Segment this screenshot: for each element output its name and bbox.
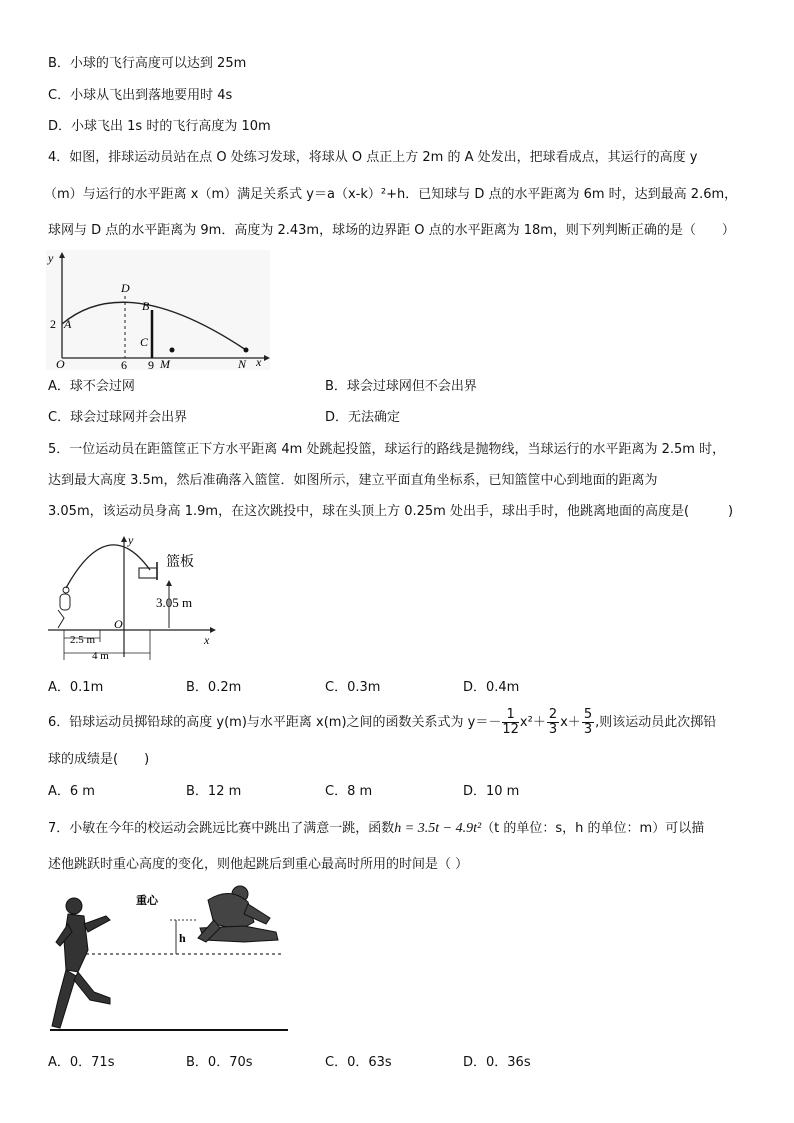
q6-stem-mid1: x²＋ bbox=[519, 715, 546, 730]
q6-frac2-den: 3 bbox=[548, 722, 558, 737]
q5-option-a: A．0.1m bbox=[48, 680, 104, 695]
q6-frac1-den: 12 bbox=[502, 722, 519, 737]
q5-fig-y: y bbox=[128, 533, 134, 547]
q7-stem-line1 bbox=[48, 820, 704, 838]
q4-stem-line2: （m）与运行的水平距离 x（m）满足关系式 y＝a（x-k）²+h．已知球与 D 点的水平距离为 6m 时，达到最高 2.6m， bbox=[44, 187, 738, 202]
q5-fig-dist2: 4 m bbox=[92, 650, 109, 662]
q6-fraction-3 bbox=[582, 708, 594, 737]
q5-stem-line2: 达到最大高度 3.5m，然后准确落入篮筐．如图所示，建立平面直角坐标系，已知篮筐中心到地面的距离为 bbox=[48, 473, 658, 488]
q6-frac3-den: 3 bbox=[583, 722, 593, 737]
q5-stem-line3: 3.05m，该运动员身高 1.9m，在这次跳投中，球在头顶上方 0.25m 处出手，球出手时，他跳离地面的高度是( ) bbox=[48, 504, 734, 519]
q4-fig-6: 6 bbox=[121, 358, 127, 370]
q3-option-b: B．小球的飞行高度可以达到 25m bbox=[48, 56, 247, 71]
q5-fig-height: 3.05 m bbox=[156, 595, 193, 610]
q5-stem-line1: 5．一位运动员在距篮筐正下方水平距离 4m 处跳起投篮，球运行的路线是抛物线，当球运行的水平距离为 2.5m 时， bbox=[48, 442, 726, 457]
q4-fig-a: A bbox=[64, 317, 72, 331]
q5-option-c: C．0.3m bbox=[325, 680, 381, 695]
q5-fig-board: 篮板 bbox=[166, 555, 194, 570]
q6-option-d: D．10 m bbox=[463, 784, 520, 799]
q5-basketball-figure bbox=[44, 532, 220, 662]
q6-fraction-1 bbox=[502, 708, 519, 737]
q5-fig-dist1: 2.5 m bbox=[70, 634, 96, 646]
q7-stem-pre: 7．小敏在今年的校运动会跳远比赛中跳出了满意一跳，函数 bbox=[48, 821, 395, 836]
q6-option-c: C．8 m bbox=[325, 784, 373, 799]
q4-fig-y: y bbox=[48, 251, 54, 265]
q6-option-a: A．6 m bbox=[48, 784, 95, 799]
q7-option-a: A．0．71s bbox=[48, 1055, 115, 1070]
q4-fig-c: C bbox=[140, 335, 149, 349]
q7-stem-line2: 述他跳跃时重心高度的变化，则他起跳后到重心最高时所用的时间是（ ） bbox=[48, 857, 469, 872]
q3-option-d: D．小球飞出 1s 时的飞行高度为 10m bbox=[48, 119, 271, 134]
q6-stem-line1 bbox=[48, 706, 716, 740]
q4-fig-m: M bbox=[160, 357, 170, 370]
q3-option-c: C．小球从飞出到落地要用时 4s bbox=[48, 88, 233, 103]
q7-long-jump-figure bbox=[44, 880, 292, 1036]
q6-stem-pre: 6．铅球运动员掷铅球的高度 y(m)与水平距离 x(m)之间的函数关系式为 y＝－ bbox=[48, 715, 502, 730]
q4-option-b: B．球会过球网但不会出界 bbox=[325, 379, 477, 394]
q4-stem-line1: 4．如图，排球运动员站在点 O 处练习发球，将球从 O 点正上方 2m 的 A 处发出，把球看成点，其运行的高度 y bbox=[48, 150, 698, 165]
q6-frac1-num: 1 bbox=[502, 708, 519, 723]
q4-option-d: D．无法确定 bbox=[325, 410, 401, 425]
q5-option-b: B．0.2m bbox=[186, 680, 242, 695]
q6-fraction-2 bbox=[547, 708, 559, 737]
q7-fig-h: h bbox=[179, 931, 186, 945]
q4-fig-x: x bbox=[256, 355, 262, 369]
q7-formula: h = 3.5t − 4.9t² bbox=[394, 821, 482, 836]
q7-fig-label: 重心 bbox=[136, 895, 158, 907]
q6-stem-line2: 球的成绩是( ) bbox=[48, 752, 150, 767]
q4-option-c: C．球会过球网并会出界 bbox=[48, 410, 188, 425]
q6-option-b: B．12 m bbox=[186, 784, 242, 799]
q4-fig-b: B bbox=[142, 299, 150, 313]
q7-stem-post: （t 的单位：s，h 的单位：m）可以描 bbox=[481, 821, 705, 836]
q4-stem-line3: 球网与 D 点的水平距离为 9m．高度为 2.43m，球场的边界距 O 点的水平距离为 18m，则下列判断正确的是（ ） bbox=[48, 223, 735, 238]
q4-volleyball-figure bbox=[46, 250, 270, 370]
q7-option-d: D．0．36s bbox=[463, 1055, 531, 1070]
q4-fig-o: O bbox=[56, 357, 65, 370]
q4-fig-9: 9 bbox=[148, 358, 154, 370]
q6-stem-post: ,则该运动员此次掷铅 bbox=[595, 715, 717, 730]
q7-option-c: C．0．63s bbox=[325, 1055, 392, 1070]
q6-stem-mid2: x＋ bbox=[560, 715, 581, 730]
q5-fig-o: O bbox=[114, 617, 123, 631]
q5-option-d: D．0.4m bbox=[463, 680, 520, 695]
q6-frac3-num: 5 bbox=[583, 707, 593, 722]
q6-frac2-num: 2 bbox=[548, 707, 558, 722]
q7-option-b: B．0．70s bbox=[186, 1055, 253, 1070]
q4-fig-2: 2 bbox=[50, 317, 56, 331]
q4-option-a: A．球不会过网 bbox=[48, 379, 135, 394]
q5-fig-x: x bbox=[204, 633, 210, 647]
q4-fig-d: D bbox=[121, 281, 130, 295]
q4-fig-n: N bbox=[238, 357, 247, 370]
